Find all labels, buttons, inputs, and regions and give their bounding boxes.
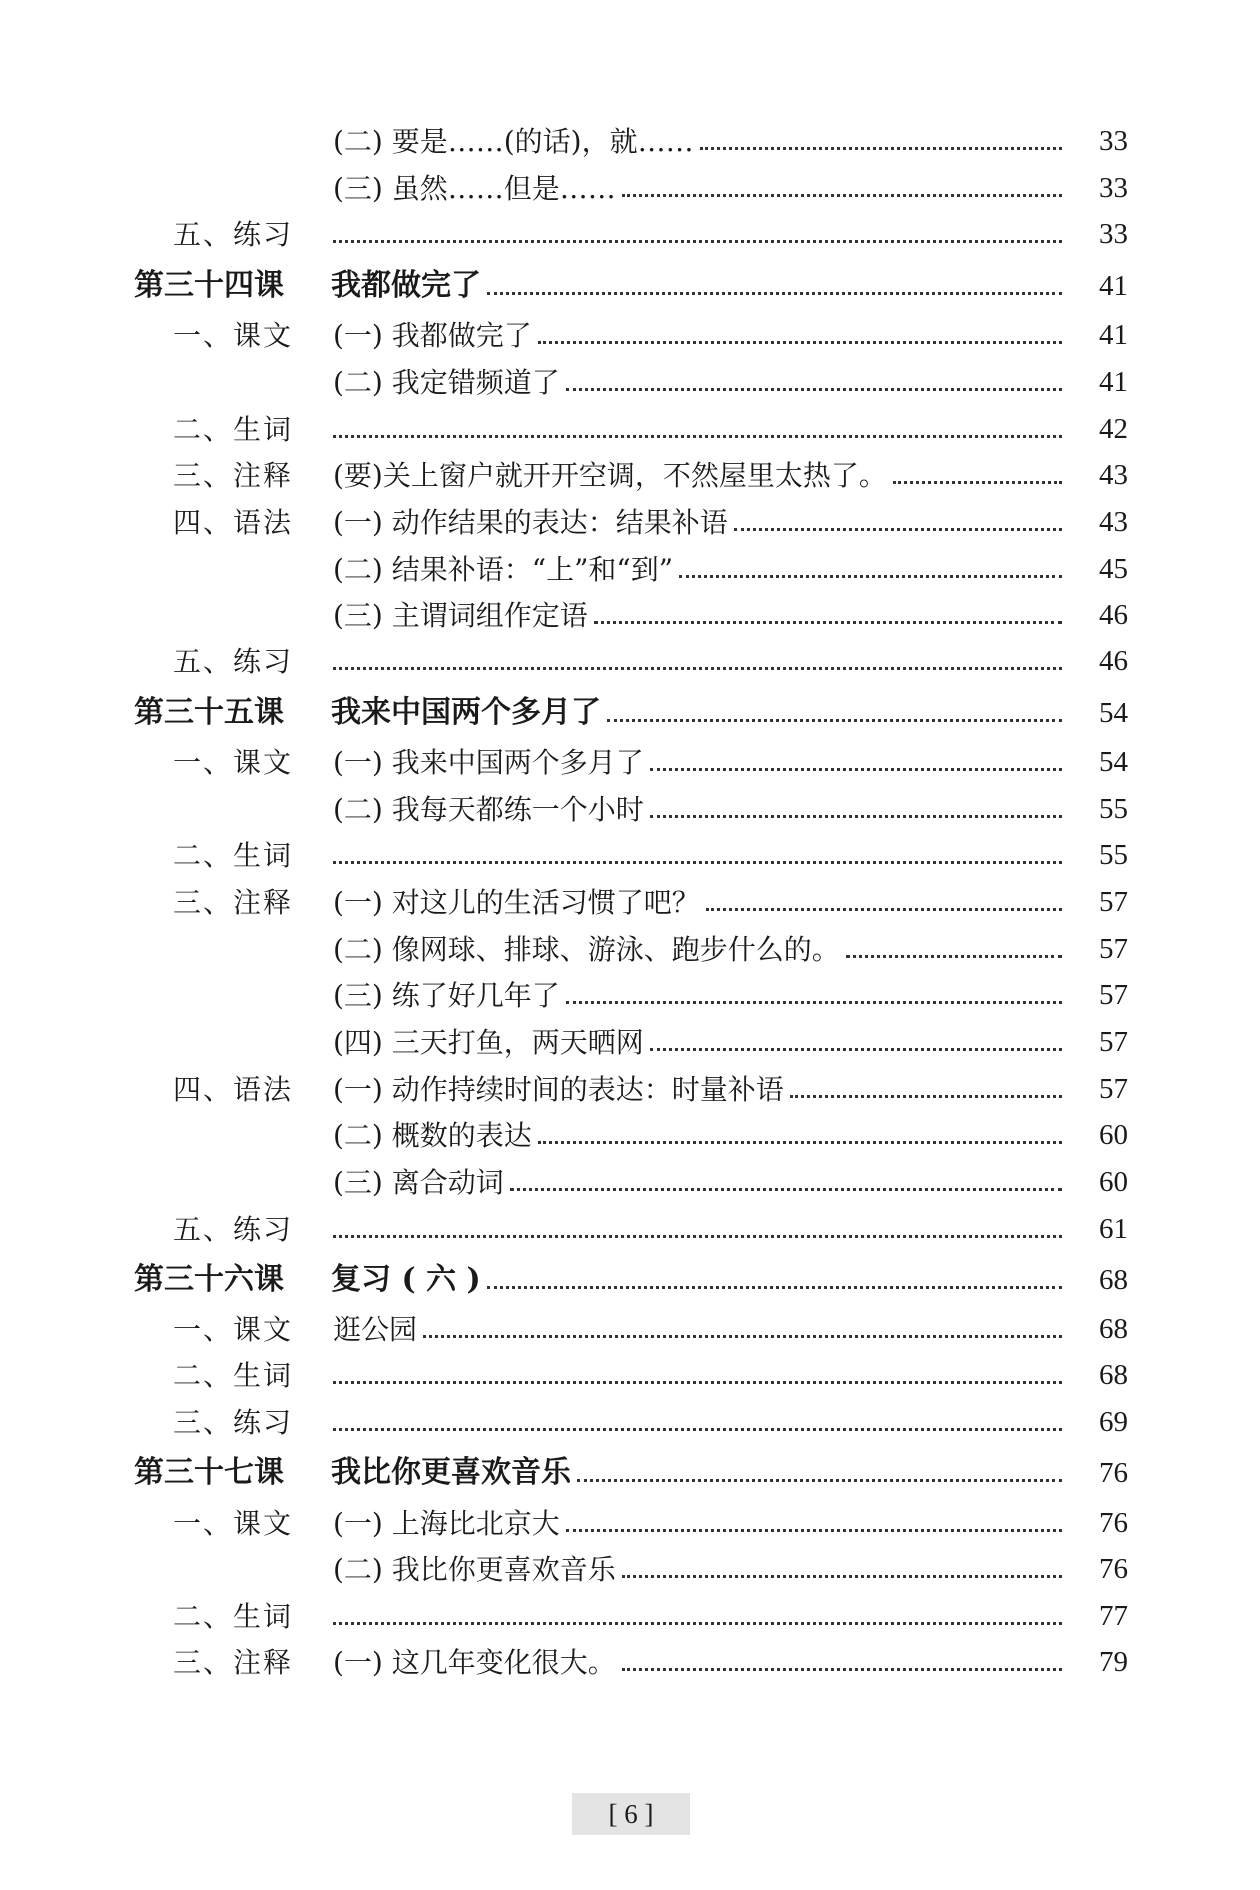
- section-label: 一、课文: [173, 1313, 294, 1346]
- dot-leader: [487, 1286, 1062, 1289]
- page-ref: 68: [1099, 1264, 1128, 1296]
- dot-leader: [577, 1479, 1062, 1482]
- toc-entry[interactable]: [0, 1540, 1260, 1584]
- toc-entry[interactable]: [0, 1494, 1260, 1538]
- dot-leader: [700, 147, 1062, 150]
- toc-entry[interactable]: [0, 1393, 1260, 1437]
- entry-title: 复习 ( 六 ): [331, 1262, 481, 1297]
- toc-entry[interactable]: [0, 586, 1260, 630]
- page-ref: 41: [1099, 366, 1128, 398]
- toc-entry[interactable]: [0, 1153, 1260, 1197]
- section-label: 四、语法: [173, 506, 294, 539]
- lesson-number: 第三十六课: [134, 1262, 284, 1297]
- page-ref: 60: [1099, 1166, 1128, 1198]
- dot-leader: [846, 955, 1062, 958]
- entry-title: (三) 虽然……但是……: [333, 172, 616, 205]
- entry-title: (二) 我定错频道了: [333, 366, 560, 399]
- section-label: 三、注释: [173, 459, 294, 492]
- entry-title: (三) 离合动词: [333, 1166, 504, 1199]
- dot-leader: [333, 861, 1062, 864]
- page-ref: 60: [1099, 1119, 1128, 1151]
- entry-title: (二) 像网球、排球、游泳、跑步什么的。: [333, 933, 840, 966]
- lesson-number: 第三十五课: [134, 695, 284, 730]
- toc-entry[interactable]: [0, 257, 1260, 301]
- entry-title: (三) 主谓词组作定语: [333, 599, 588, 632]
- page-ref: 33: [1099, 125, 1128, 157]
- dot-leader: [538, 1141, 1062, 1144]
- entry-title: (一) 对这儿的生活习惯了吧？: [333, 886, 700, 919]
- entry-title: 我都做完了: [331, 268, 481, 303]
- toc-entry[interactable]: [0, 1106, 1260, 1150]
- entry-title: (二) 概数的表达: [333, 1119, 532, 1152]
- toc-entry[interactable]: [0, 733, 1260, 777]
- section-label: 三、练习: [173, 1406, 294, 1439]
- page-ref: 77: [1099, 1600, 1128, 1632]
- page-ref: 45: [1099, 553, 1128, 585]
- toc-entry[interactable]: [0, 1060, 1260, 1104]
- lesson-number: 第三十四课: [134, 268, 284, 303]
- section-label: 三、注释: [173, 1646, 294, 1679]
- dot-leader: [566, 1529, 1062, 1532]
- entry-title: (要)关上窗户就开开空调，不然屋里太热了。: [333, 459, 887, 492]
- entry-title: (一) 我都做完了: [333, 319, 532, 352]
- dot-leader: [510, 1188, 1062, 1191]
- toc-entry[interactable]: [0, 306, 1260, 350]
- page-ref: 41: [1099, 270, 1128, 302]
- entry-title: (一) 这几年变化很大。: [333, 1646, 616, 1679]
- entry-title: (一) 我来中国两个多月了: [333, 746, 644, 779]
- page-ref: 76: [1099, 1553, 1128, 1585]
- page-ref: 54: [1099, 697, 1128, 729]
- dot-leader: [622, 1575, 1062, 1578]
- dot-leader: [566, 388, 1062, 391]
- dot-leader: [333, 1381, 1062, 1384]
- page-ref: 54: [1099, 746, 1128, 778]
- dot-leader: [333, 1428, 1062, 1431]
- entry-title: 我来中国两个多月了: [331, 695, 601, 730]
- toc-entry[interactable]: [0, 920, 1260, 964]
- toc-entry[interactable]: [0, 632, 1260, 676]
- lesson-number: 第三十七课: [134, 1455, 284, 1490]
- dot-leader: [333, 240, 1062, 243]
- toc-entry[interactable]: [0, 493, 1260, 537]
- toc-entry[interactable]: [0, 1251, 1260, 1295]
- section-label: 三、注释: [173, 886, 294, 919]
- dot-leader: [538, 341, 1062, 344]
- dot-leader: [423, 1335, 1062, 1338]
- entry-title: (二) 我比你更喜欢音乐: [333, 1553, 616, 1586]
- entry-title: (二) 我每天都练一个小时: [333, 793, 644, 826]
- page-ref: 43: [1099, 459, 1128, 491]
- page-ref: 42: [1099, 413, 1128, 445]
- dot-leader: [893, 481, 1062, 484]
- page-ref: 68: [1099, 1313, 1128, 1345]
- dot-leader: [333, 435, 1062, 438]
- dot-leader: [622, 1668, 1062, 1671]
- dot-leader: [734, 528, 1062, 531]
- page-ref: 33: [1099, 172, 1128, 204]
- dot-leader: [487, 292, 1062, 295]
- page-number: [ 6 ]: [572, 1793, 690, 1835]
- section-label: 五、练习: [173, 218, 294, 251]
- toc-entry[interactable]: [0, 1346, 1260, 1390]
- entry-title: (一) 动作结果的表达：结果补语: [333, 506, 728, 539]
- dot-leader: [594, 621, 1062, 624]
- section-label: 二、生词: [173, 1359, 294, 1392]
- page-ref: 55: [1099, 793, 1128, 825]
- section-label: 一、课文: [173, 746, 294, 779]
- toc-entry[interactable]: [0, 1200, 1260, 1244]
- entry-title: 我比你更喜欢音乐: [331, 1455, 571, 1490]
- dot-leader: [706, 908, 1062, 911]
- section-label: 二、生词: [173, 1600, 294, 1633]
- toc-entry[interactable]: [0, 1444, 1260, 1488]
- toc-entry[interactable]: [0, 684, 1260, 728]
- dot-leader: [650, 1048, 1062, 1051]
- page-ref: 76: [1099, 1507, 1128, 1539]
- entry-title: (二) 要是……(的话)，就……: [333, 125, 694, 158]
- toc-entry[interactable]: [0, 353, 1260, 397]
- dot-leader: [790, 1095, 1062, 1098]
- section-label: 二、生词: [173, 839, 294, 872]
- toc-entry[interactable]: [0, 1300, 1260, 1344]
- section-label: 二、生词: [173, 413, 294, 446]
- page-ref: 57: [1099, 1073, 1128, 1105]
- dot-leader: [566, 1001, 1062, 1004]
- section-label: 一、课文: [173, 1507, 294, 1540]
- toc-entry[interactable]: [0, 1633, 1260, 1677]
- toc-entry[interactable]: [0, 159, 1260, 203]
- page-ref: 76: [1099, 1457, 1128, 1489]
- entry-title: (二) 结果补语：“上”和“到”: [333, 553, 674, 586]
- section-label: 一、课文: [173, 319, 294, 352]
- entry-title: (四) 三天打鱼，两天晒网: [333, 1026, 644, 1059]
- dot-leader: [333, 667, 1062, 670]
- page-ref: 33: [1099, 218, 1128, 250]
- page-ref: 69: [1099, 1406, 1128, 1438]
- dot-leader: [650, 768, 1062, 771]
- entry-title: (一) 动作持续时间的表达：时量补语: [333, 1073, 784, 1106]
- dot-leader: [650, 815, 1062, 818]
- dot-leader: [333, 1622, 1062, 1625]
- entry-title: (一) 上海比北京大: [333, 1507, 560, 1540]
- entry-title: 逛公园: [333, 1313, 418, 1346]
- toc-entry[interactable]: [0, 540, 1260, 584]
- toc-entry[interactable]: [0, 1587, 1260, 1631]
- toc-entry[interactable]: [0, 873, 1260, 917]
- toc-entry[interactable]: [0, 112, 1260, 156]
- toc-entry[interactable]: [0, 826, 1260, 870]
- page-ref: 68: [1099, 1359, 1128, 1391]
- section-label: 五、练习: [173, 1213, 294, 1246]
- toc-entry[interactable]: [0, 780, 1260, 824]
- page-ref: 57: [1099, 886, 1128, 918]
- section-label: 五、练习: [173, 645, 294, 678]
- toc-entry[interactable]: [0, 966, 1260, 1010]
- dot-leader: [333, 1235, 1062, 1238]
- toc-entry[interactable]: [0, 446, 1260, 490]
- toc-entry[interactable]: [0, 1013, 1260, 1057]
- entry-title: (三) 练了好几年了: [333, 979, 560, 1012]
- section-label: 四、语法: [173, 1073, 294, 1106]
- page-ref: 57: [1099, 1026, 1128, 1058]
- dot-leader: [622, 194, 1062, 197]
- page-ref: 46: [1099, 599, 1128, 631]
- page-ref: 43: [1099, 506, 1128, 538]
- page-ref: 79: [1099, 1646, 1128, 1678]
- page-ref: 61: [1099, 1213, 1128, 1245]
- dot-leader: [679, 575, 1062, 578]
- page-ref: 57: [1099, 933, 1128, 965]
- page-ref: 57: [1099, 979, 1128, 1011]
- page-ref: 55: [1099, 839, 1128, 871]
- toc-entry[interactable]: [0, 205, 1260, 249]
- page-ref: 41: [1099, 319, 1128, 351]
- toc-entry[interactable]: [0, 400, 1260, 444]
- page-ref: 46: [1099, 645, 1128, 677]
- dot-leader: [607, 719, 1062, 722]
